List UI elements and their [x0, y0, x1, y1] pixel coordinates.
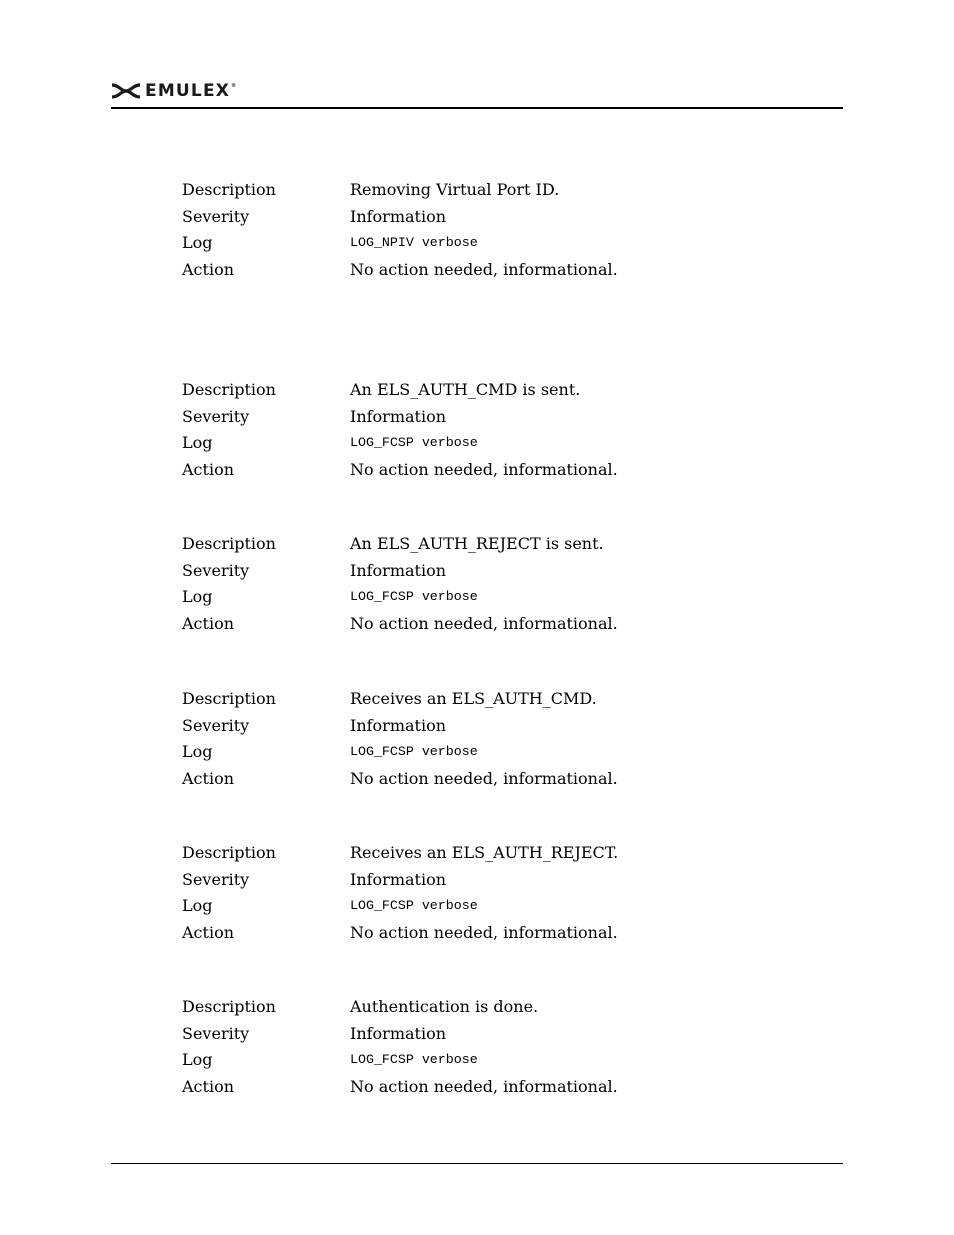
- message-entry: [182, 994, 782, 1100]
- action-value: No action needed, informational.: [350, 259, 618, 279]
- description-value: Receives an ELS_AUTH_CMD.: [350, 689, 597, 708]
- log-row: [182, 893, 782, 920]
- trademark-mark: ®: [231, 83, 238, 89]
- description-value: Receives an ELS_AUTH_REJECT.: [350, 843, 619, 862]
- log-label: Log: [182, 742, 213, 761]
- action-label: Action: [182, 768, 234, 788]
- action-label: Action: [182, 459, 234, 479]
- log-value: LOG_FCSP verbose: [350, 1052, 478, 1067]
- severity-row: [182, 204, 782, 231]
- severity-row: [182, 404, 782, 431]
- description-label: Description: [182, 380, 276, 399]
- description-value: An ELS_AUTH_REJECT is sent.: [350, 534, 604, 553]
- action-value: No action needed, informational.: [350, 459, 618, 479]
- log-row: [182, 230, 782, 257]
- severity-value: Information: [350, 869, 447, 889]
- severity-label: Severity: [182, 560, 250, 580]
- message-entry: [182, 531, 782, 637]
- severity-value: Information: [350, 206, 447, 226]
- log-row: [182, 739, 782, 766]
- severity-row: [182, 713, 782, 740]
- action-row: [182, 766, 782, 793]
- severity-label: Severity: [182, 406, 250, 426]
- log-label: Log: [182, 1050, 213, 1069]
- emulex-logo-icon: [111, 83, 141, 99]
- description-label: Description: [182, 997, 276, 1016]
- description-value: Authentication is done.: [350, 997, 539, 1016]
- log-value: LOG_FCSP verbose: [350, 589, 478, 604]
- action-row: [182, 457, 782, 484]
- action-row: [182, 257, 782, 284]
- action-label: Action: [182, 1076, 234, 1096]
- action-value: No action needed, informational.: [350, 768, 618, 788]
- log-row: [182, 430, 782, 457]
- action-value: No action needed, informational.: [350, 613, 618, 633]
- severity-value: Information: [350, 560, 447, 580]
- action-label: Action: [182, 613, 234, 633]
- description-row: [182, 840, 782, 867]
- log-value: LOG_FCSP verbose: [350, 744, 478, 759]
- log-label: Log: [182, 896, 213, 915]
- description-row: [182, 686, 782, 713]
- description-row: [182, 531, 782, 558]
- severity-row: [182, 558, 782, 585]
- log-label: Log: [182, 433, 213, 452]
- action-value: No action needed, informational.: [350, 922, 618, 942]
- log-value: LOG_FCSP verbose: [350, 435, 478, 450]
- log-label: Log: [182, 233, 213, 252]
- log-row: [182, 1047, 782, 1074]
- action-row: [182, 1074, 782, 1101]
- description-label: Description: [182, 534, 276, 553]
- severity-row: [182, 1021, 782, 1048]
- description-row: [182, 177, 782, 204]
- action-row: [182, 920, 782, 947]
- logo-wordmark: EMULEX®: [145, 81, 238, 101]
- action-row: [182, 611, 782, 638]
- severity-label: Severity: [182, 1023, 250, 1043]
- description-label: Description: [182, 180, 276, 199]
- emulex-logo: [111, 81, 237, 101]
- page-header: [111, 78, 843, 110]
- severity-label: Severity: [182, 715, 250, 735]
- log-label: Log: [182, 587, 213, 606]
- log-row: [182, 584, 782, 611]
- description-row: [182, 994, 782, 1021]
- action-label: Action: [182, 922, 234, 942]
- severity-value: Information: [350, 406, 447, 426]
- description-row: [182, 377, 782, 404]
- severity-label: Severity: [182, 869, 250, 889]
- message-entry: [182, 377, 782, 483]
- severity-value: Information: [350, 1023, 447, 1043]
- description-label: Description: [182, 689, 276, 708]
- footer-rule: [111, 1163, 843, 1164]
- log-value: LOG_FCSP verbose: [350, 898, 478, 913]
- severity-value: Information: [350, 715, 447, 735]
- header-rule: [111, 107, 843, 109]
- description-value: Removing Virtual Port ID.: [350, 180, 560, 199]
- log-value: LOG_NPIV verbose: [350, 235, 478, 250]
- action-value: No action needed, informational.: [350, 1076, 618, 1096]
- description-label: Description: [182, 843, 276, 862]
- message-entry: [182, 840, 782, 946]
- severity-label: Severity: [182, 206, 250, 226]
- message-entry: [182, 177, 782, 283]
- severity-row: [182, 867, 782, 894]
- message-entry: [182, 686, 782, 792]
- description-value: An ELS_AUTH_CMD is sent.: [350, 380, 581, 399]
- action-label: Action: [182, 259, 234, 279]
